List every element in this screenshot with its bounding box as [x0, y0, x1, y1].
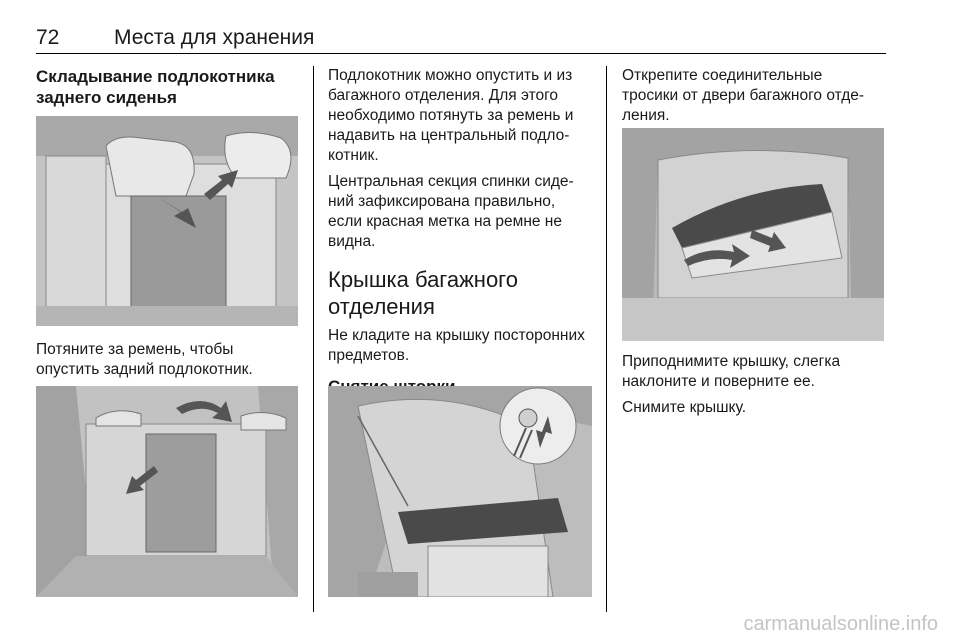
- watermark: carmanualsonline.info: [743, 613, 938, 635]
- detach-cables-text: Открепите соединительные тросики от двери багажного отде- ления.: [622, 67, 865, 124]
- armrest-heading: Складывание подлокотника заднего сиденья: [36, 67, 275, 107]
- cover-section-heading: Крышка багажного отделения: [328, 267, 518, 319]
- cover-warning-text: Не кладите на крышку посторонних предметов.: [328, 327, 585, 364]
- page-number: 72: [36, 26, 60, 49]
- armrest-caption: Потяните за ремень, чтобы опустить задний подлокотник.: [36, 341, 253, 378]
- remove-cover-text: Снимите крышку.: [622, 399, 747, 416]
- armrest-illustration: [36, 116, 298, 326]
- column-1: [36, 66, 300, 108]
- armrest-trunk-text: Подлокотник можно опустить и из багажного отделения. Для этого необходимо потянуть за ремень и надавить на центральный подло- котник.: [328, 67, 574, 164]
- cover-lift-illustration: [622, 128, 884, 341]
- armrest-caption-block: [36, 340, 300, 380]
- page-header: [36, 26, 886, 54]
- armrest-trunk-illustration: [36, 386, 298, 597]
- column-3-bottom: [622, 352, 888, 418]
- column-divider-1: [313, 66, 314, 612]
- page-title: Места для хранения: [114, 26, 315, 49]
- column-2: [328, 66, 594, 397]
- column-divider-2: [606, 66, 607, 612]
- column-3: [622, 66, 888, 126]
- cover-cable-illustration: [328, 386, 592, 597]
- armrest-lock-text: Центральная секция спинки сиде- ний зафиксирована правильно, если красная метка на ремне не видна.: [328, 173, 574, 250]
- lift-cover-text: Приподнимите крышку, слегка наклоните и поверните ее.: [622, 353, 841, 390]
